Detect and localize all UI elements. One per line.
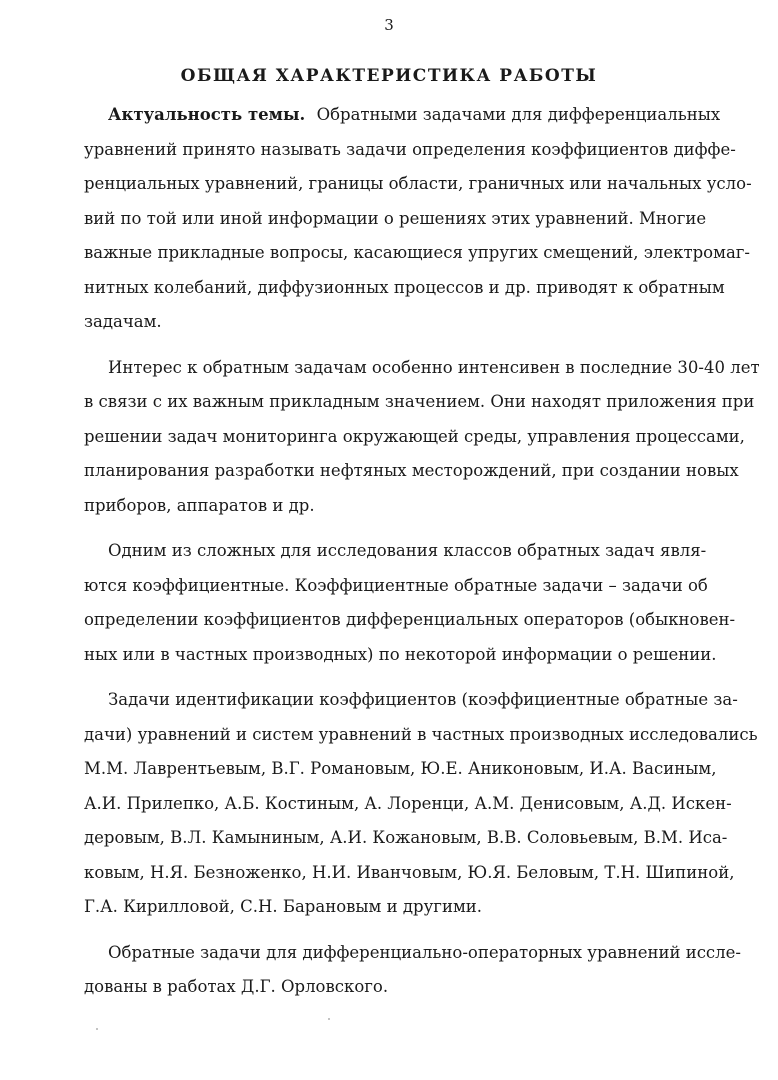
- scan-speck: [96, 1028, 98, 1030]
- paragraph: [84, 683, 758, 925]
- paragraph: [84, 534, 736, 672]
- scan-speck: [328, 1018, 330, 1020]
- text-line: Интерес к обратным задачам особенно интенсивен в последние 30-40 лет: [108, 357, 760, 377]
- text-line: Актуальность темы. Обратными задачами для дифференциальных: [108, 105, 721, 124]
- text-line: определении коэффициентов дифференциальных операторов (обыкновен-: [84, 610, 736, 629]
- text-line: вий по той или иной информации о решениях этих уравнений. Многие: [84, 208, 707, 228]
- text-line: Г.А. Кирилловой, С.Н. Барановым и другими.: [84, 897, 483, 916]
- text-line: А.И. Прилепко, А.Б. Костиным, А. Лоренци, А.М. Денисовым, А.Д. Искен-: [84, 793, 732, 813]
- page-number: 3: [384, 16, 394, 34]
- text-line: решении задач мониторинга окружающей среды, управления процессами,: [84, 426, 745, 446]
- text-line: ются коэффициентные. Коэффициентные обратные задачи – задачи об: [84, 575, 708, 595]
- section-title: ОБЩАЯ ХАРАКТЕРИСТИКА РАБОТЫ: [180, 66, 598, 86]
- paragraph: [84, 351, 760, 524]
- text-line: задачам.: [84, 312, 162, 331]
- text-line: ренциальных уравнений, границы области, граничных или начальных усло-: [84, 174, 752, 193]
- text-line: дачи) уравнений и систем уравнений в частных производных исследовались: [84, 724, 758, 744]
- text-line: Задачи идентификации коэффициентов (коэффициентные обратные за-: [108, 690, 738, 709]
- text-line: ковым, Н.Я. Безноженко, Н.И. Иванчовым, Ю.Я. Беловым, Т.Н. Шипиной,: [84, 862, 735, 882]
- text-line: М.М. Лаврентьевым, В.Г. Романовым, Ю.Е. Аниконовым, И.А. Васиным,: [84, 759, 717, 778]
- text-line: планирования разработки нефтяных месторождений, при создании новых: [84, 461, 739, 480]
- text-line: деровым, В.Л. Камыниным, А.И. Кожановым, В.В. Соловьевым, В.М. Иса-: [84, 828, 728, 847]
- paragraph-lead: Актуальность темы.: [108, 105, 306, 124]
- text-line: в связи с их важным прикладным значением. Они находят приложения при: [84, 392, 755, 411]
- text-line: нитных колебаний, диффузионных процессов и др. приводят к обратным: [84, 277, 725, 297]
- text-line: важные прикладные вопросы, касающиеся упругих смещений, электромаг-: [84, 243, 751, 262]
- text-line: Обратные задачи для дифференциально-операторных уравнений иссле-: [108, 942, 741, 962]
- text-line: Одним из сложных для исследования классов обратных задач явля-: [108, 541, 707, 560]
- paragraph: [84, 936, 741, 1005]
- text-line: приборов, аппаратов и др.: [84, 495, 315, 515]
- text-line: ных или в частных производных) по некоторой информации о решении.: [84, 644, 717, 664]
- text-line: дованы в работах Д.Г. Орловского.: [84, 977, 389, 996]
- document-body: [84, 98, 760, 1016]
- text-line: уравнений принято называть задачи определения коэффициентов диффе-: [84, 139, 736, 159]
- paragraph-relevance: [84, 98, 752, 340]
